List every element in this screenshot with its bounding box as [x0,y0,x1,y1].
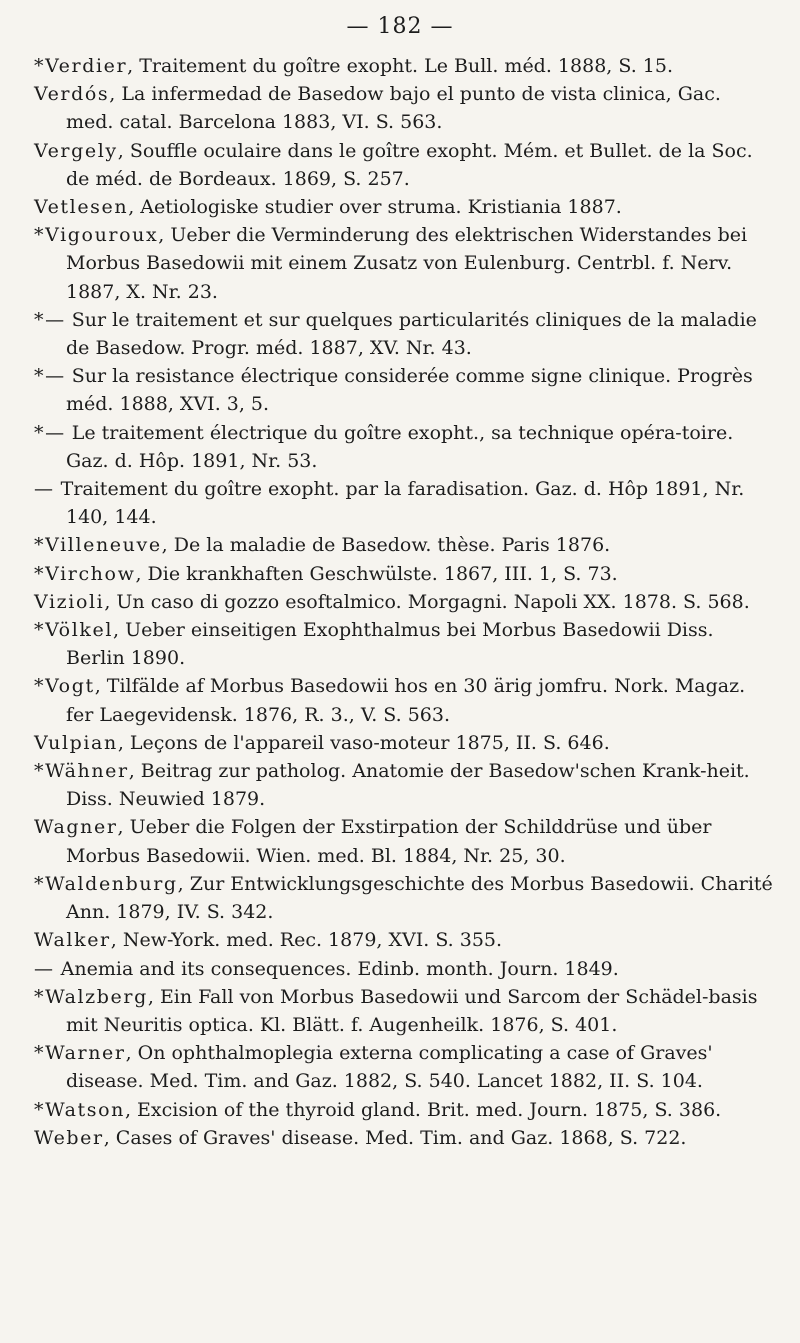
bibliography-entry [34,616,774,672]
bibliography-entry [34,955,774,983]
bibliography-entry [34,813,774,869]
entry-text: , De la maladie de Basedow. thèse. Paris 1876. [161,534,611,557]
bibliography-entry [34,588,774,616]
entry-text: , Cases of Graves' disease. Med. Tim. and Gaz. 1868, S. 722. [103,1126,687,1149]
bibliography-entry [34,221,774,306]
entry-text: , Leçons de l'appareil vaso-moteur 1875, II. S. 646. [117,731,610,754]
bibliography-entry [34,531,774,559]
entry-author: *Vogt [34,675,95,698]
bibliography-entry [34,1039,774,1095]
entry-author: Wagner [34,816,118,839]
entry-text: , Souffle oculaire dans le goître exopht. Mém. et Bullet. de la Soc. de méd. de Bordeaux. 1869, S. 257. [66,139,753,190]
entry-author: *— [34,365,66,388]
entry-text: Sur la resistance électrique considerée comme signe clinique. Progrès méd. 1888, XVI. 3, 5. [65,365,753,416]
entry-text: Le traitement électrique du goître exopht., sa technique opéra-toire. Gaz. d. Hôp. 1891, Nr. 53. [65,421,734,472]
bibliography-entry [34,193,774,221]
entry-author: Verdós [34,83,110,106]
entry-author: — [34,478,55,501]
entry-text: Traitement du goître exopht. par la faradisation. Gaz. d. Hôp 1891, Nr. 140, 144. [54,478,745,529]
entry-text: , Aetiologiske studier over struma. Kristiania 1887. [128,196,622,219]
entry-text: Anemia and its consequences. Edinb. month. Journ. 1849. [54,957,619,980]
entry-author: Weber [34,1126,104,1149]
bibliography-entry [34,757,774,813]
entry-text: , Tilfälde af Morbus Basedowii hos en 30 ärig jomfru. Nork. Magaz. fer Laegevidensk. 1876, R. 3., V. S. 563. [66,675,746,726]
entry-author: — [34,957,55,980]
entry-author: *Waldenburg [34,872,178,895]
bibliography-entry [34,1124,774,1152]
page-number: — 182 — [346,14,454,39]
bibliography-entry [34,80,774,136]
entry-text: , Die krankhaften Geschwülste. 1867, III. 1, S. 73. [135,562,618,585]
bibliography-entry [34,52,774,80]
entry-author: *Walzberg [34,985,148,1008]
entry-text: , Ein Fall von Morbus Basedowii und Sarcom der Schädel-basis mit Neuritis optica. Kl. Blätt. f. Augenheilk. 1876, S. 401. [66,985,758,1036]
entry-author: *Virchow [34,562,136,585]
bibliography-entry [34,306,774,362]
entry-author: Vulpian [34,731,118,754]
entry-text: , New-York. med. Rec. 1879, XVI. S. 355. [110,929,503,952]
entry-author: *Villeneuve [34,534,162,557]
entry-author: *Verdier [34,55,128,77]
entry-author: Vizioli [34,590,105,613]
bibliography-entry [34,362,774,418]
entry-author: Vergely [34,139,118,162]
entry-text: , Zur Entwicklungsgeschichte des Morbus Basedowii. Charité Ann. 1879, IV. S. 342. [66,872,773,924]
entry-text: , Ueber die Folgen der Exstirpation der Schilddrüse und über Morbus Basedowii. Wien. med. Bl. 1884, Nr. 25, 30. [66,816,712,867]
entry-text: , On ophthalmoplegia externa complicating a case of Graves' disease. Med. Tim. and Gaz. 1882, S. 540. Lancet 1882, II. S. 104. [66,1042,713,1093]
entry-author: *Vigouroux [34,224,159,247]
bibliography-entry [34,137,774,193]
entry-author: Vetlesen [34,196,129,219]
entry-text: , Beitrag zur patholog. Anatomie der Basedow'schen Krank-heit. Diss. Neuwied 1879. [66,760,750,811]
bibliography-entry [34,983,774,1039]
bibliography-entry [34,419,774,475]
entry-author: Walker [34,929,111,952]
entry-author: *— [34,421,66,444]
bibliography-entry [34,729,774,757]
bibliography-entry [34,672,774,728]
entry-text: , La infermedad de Basedow bajo el punto de vista clinica, Gac. med. catal. Barcelona 1883, VI. S. 563. [66,83,721,134]
entry-author: *Warner [34,1042,126,1065]
entry-text: , Ueber die Verminderung des elektrischen Widerstandes bei Morbus Basedowii mit einem Zusatz von Eulenburg. Centrbl. f. Nerv. 1887, X. Nr. 23. [66,224,748,303]
entry-text: , Traitement du goître exopht. Le Bull. méd. 1888, S. 15. [127,55,673,77]
bibliography-entry [34,1096,774,1124]
entry-author: *Wähner [34,760,129,783]
bibliography-list [34,52,774,1152]
entry-author: *Völkel [34,619,114,642]
bibliography-entry [34,560,774,588]
bibliography-entry [34,926,774,954]
entry-author: *— [34,308,66,331]
bibliography-entry [34,870,774,926]
bibliography-entry [34,475,774,531]
entry-text: , Ueber einseitigen Exophthalmus bei Morbus Basedowii Diss. Berlin 1890. [66,619,714,670]
entry-text: , Excision of the thyroid gland. Brit. med. Journ. 1875, S. 386. [124,1098,722,1121]
entry-text: Sur le traitement et sur quelques particularités cliniques de la maladie de Basedow. Progr. méd. 1887, XV. Nr. 43. [65,308,757,360]
entry-text: , Un caso di gozzo esoftalmico. Morgagni. Napoli XX. 1878. S. 568. [104,590,750,613]
entry-author: *Watson [34,1098,125,1121]
